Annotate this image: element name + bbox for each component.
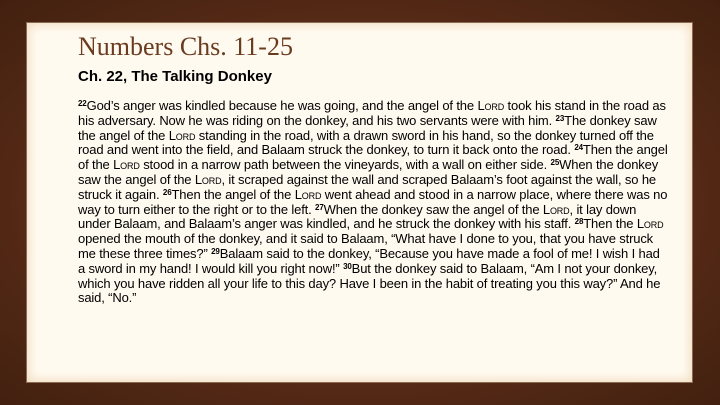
verse-text: When the donkey saw the angel of the bbox=[78, 157, 659, 187]
verse-text: took his stand in the road as his adversary. Now he was riding on the donkey, and his two servants were with him. bbox=[78, 98, 666, 128]
verse-text: Then the angel of the bbox=[78, 142, 668, 173]
verse-number: 26 bbox=[162, 187, 172, 197]
verse-number: 30 bbox=[343, 261, 352, 271]
lord-small-caps: Lord bbox=[477, 98, 505, 113]
verse-text: Then the angel of the bbox=[171, 186, 295, 202]
verse-text: went ahead and stood in a narrow place, where there was no way to turn either to the right or to the left. bbox=[78, 186, 668, 217]
verse-text: Then the bbox=[583, 216, 637, 232]
lord-small-caps: Lord bbox=[542, 201, 570, 217]
verse-number: 25 bbox=[550, 158, 560, 168]
verse-number: 22 bbox=[78, 99, 87, 108]
verse-text: , it scraped against the wall and scraped Balaam’s foot against the wall, so he struck it again. bbox=[78, 171, 656, 202]
verse-text: But the donkey said to Balaam, “Am I not your donkey, which you have ridden all your life to this day? Have I been in the habit of treating you this way?” And he said, “No.” bbox=[78, 260, 661, 306]
lord-small-caps: Lord bbox=[294, 186, 322, 202]
verse-text: When the donkey saw the angel of the bbox=[323, 201, 543, 217]
verse-number: 28 bbox=[574, 217, 584, 227]
verse-text: , it lay down under Balaam, and Balaam’s anger was kindled, and he struck the donkey with his staff. bbox=[78, 201, 637, 232]
lord-small-caps: Lord bbox=[194, 171, 222, 187]
verse-text: opened the mouth of the donkey, and it said to Balaam, “What have I done to you, that you have struck me these three times?” bbox=[78, 231, 654, 261]
slide-subtitle: Ch. 22, The Talking Donkey bbox=[78, 68, 272, 85]
verse-text: The donkey saw the angel of the bbox=[78, 112, 657, 143]
lord-small-caps: Lord bbox=[113, 157, 140, 173]
verse-text: Balaam said to the donkey, “Because you have made a fool of me! I wish I had a sword in my hand! I would kill you right now!” bbox=[78, 245, 660, 276]
lord-small-caps: Lord bbox=[168, 127, 196, 143]
verse-text: standing in the road, with a drawn sword in his hand, so the donkey turned off the road and went into the field, and Balaam struck the donkey, to turn it back onto the road. bbox=[78, 127, 654, 158]
verse-number: 23 bbox=[555, 113, 565, 123]
slide bbox=[26, 22, 693, 383]
verse-number: 27 bbox=[315, 202, 324, 212]
verse-number: 29 bbox=[211, 246, 220, 256]
lord-small-caps: Lord bbox=[636, 216, 664, 232]
verse-number: 24 bbox=[574, 143, 583, 153]
verse-text: God’s anger was kindled because he was going, and the angel of the bbox=[86, 98, 478, 113]
slide-title: Numbers Chs. 11-25 bbox=[78, 32, 293, 61]
scripture-passage bbox=[78, 99, 668, 306]
verse-text: stood in a narrow path between the vineyards, with a wall on either side. bbox=[139, 157, 551, 173]
